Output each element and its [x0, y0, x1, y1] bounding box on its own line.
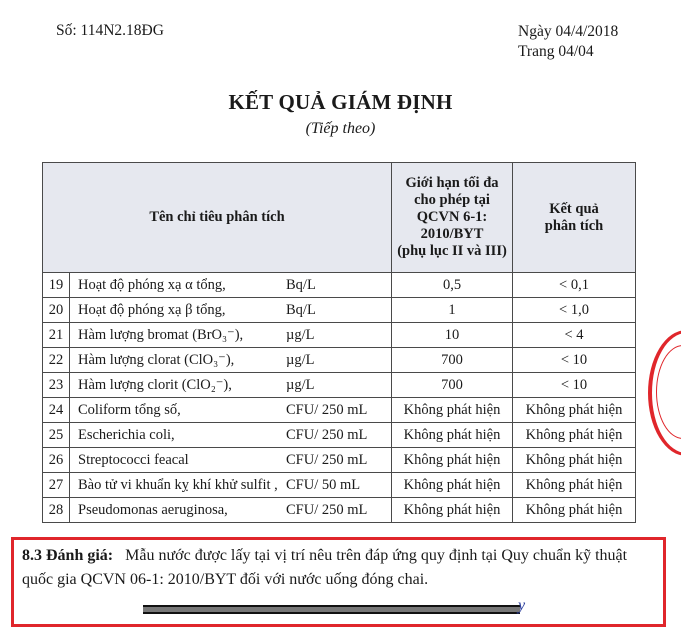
row-name: Hàm lượng clorat (ClO₃⁻),	[70, 348, 287, 373]
row-limit: 700	[392, 373, 513, 398]
initial-signature: y	[518, 597, 526, 614]
table-header-row	[43, 163, 636, 273]
row-name: Hoạt độ phóng xạ α tổng,	[70, 273, 287, 298]
row-limit: Không phát hiện	[392, 423, 513, 448]
page-title: KẾT QUẢ GIÁM ĐỊNH	[228, 90, 453, 114]
row-result: Không phát hiện	[513, 423, 636, 448]
date-block	[518, 22, 618, 62]
table-row	[43, 398, 636, 423]
row-name: Hàm lượng bromat (BrO₃⁻),	[70, 323, 287, 348]
column-header-result: Kết quả phân tích	[513, 163, 636, 273]
row-result: < 10	[513, 373, 636, 398]
page-number: Trang 04/04	[518, 43, 594, 60]
row-limit: Không phát hiện	[392, 398, 513, 423]
table-row	[43, 473, 636, 498]
column-header-limit: Giới hạn tối đa cho phép tại QCVN 6-1: 2010/BYT (phụ lục II và III)	[392, 163, 513, 273]
table-row	[43, 448, 636, 473]
row-name: Hoạt độ phóng xạ β tổng,	[70, 298, 287, 323]
row-number: 25	[43, 423, 70, 448]
evaluation-text: Mẫu nước được lấy tại vị trí nêu trên đáp ứng quy định tại Quy chuẩn kỹ thuật quốc gia QCVN 06-1: 2010/BYT đối với nước uống đóng chai.	[22, 547, 628, 588]
row-limit: 1	[392, 298, 513, 323]
row-unit: CFU/ 50 mL	[286, 473, 392, 498]
row-result: Không phát hiện	[513, 398, 636, 423]
table-row	[43, 323, 636, 348]
row-result: < 0,1	[513, 273, 636, 298]
row-result: < 1,0	[513, 298, 636, 323]
page-subtitle: (Tiếp theo)	[305, 120, 376, 137]
document-date: Ngày 04/4/2018	[518, 23, 619, 40]
row-unit: Bq/L	[286, 298, 392, 323]
end-of-document-rule	[143, 605, 520, 614]
row-limit: Không phát hiện	[392, 498, 513, 523]
row-unit: µg/L	[286, 373, 392, 398]
row-unit: CFU/ 250 mL	[286, 448, 392, 473]
row-unit: µg/L	[286, 348, 392, 373]
column-header-name: Tên chỉ tiêu phân tích	[43, 163, 392, 273]
row-number: 26	[43, 448, 70, 473]
row-limit: Không phát hiện	[392, 473, 513, 498]
row-name: Hàm lượng clorit (ClO₂⁻),	[70, 373, 287, 398]
row-unit: CFU/ 250 mL	[286, 498, 392, 523]
row-limit: 700	[392, 348, 513, 373]
table-row	[43, 423, 636, 448]
table-row	[43, 298, 636, 323]
evaluation-label: 8.3 Đánh giá:	[22, 547, 114, 564]
row-name: Pseudomonas aeruginosa,	[70, 498, 287, 523]
row-name: Coliform tổng số,	[70, 398, 287, 423]
row-limit: 10	[392, 323, 513, 348]
row-number: 28	[43, 498, 70, 523]
row-number: 22	[43, 348, 70, 373]
row-result: Không phát hiện	[513, 473, 636, 498]
table-row	[43, 373, 636, 398]
row-unit: CFU/ 250 mL	[286, 423, 392, 448]
row-limit: Không phát hiện	[392, 448, 513, 473]
row-unit: µg/L	[286, 323, 392, 348]
row-number: 24	[43, 398, 70, 423]
row-number: 20	[43, 298, 70, 323]
row-result: < 10	[513, 348, 636, 373]
row-number: 19	[43, 273, 70, 298]
row-number: 27	[43, 473, 70, 498]
row-limit: 0,5	[392, 273, 513, 298]
row-name: Bào tử vi khuẩn kỵ khí khử sulfit ,	[70, 473, 287, 498]
row-result: Không phát hiện	[513, 498, 636, 523]
row-number: 21	[43, 323, 70, 348]
evaluation-paragraph	[22, 544, 662, 592]
row-unit: Bq/L	[286, 273, 392, 298]
row-result: < 4	[513, 323, 636, 348]
row-number: 23	[43, 373, 70, 398]
row-name: Escherichia coli,	[70, 423, 287, 448]
table-row	[43, 498, 636, 523]
results-table	[42, 162, 636, 523]
document-number: Số: 114N2.18ĐG	[56, 22, 164, 39]
table-row	[43, 348, 636, 373]
row-result: Không phát hiện	[513, 448, 636, 473]
row-unit: CFU/ 250 mL	[286, 398, 392, 423]
table-row	[43, 273, 636, 298]
row-name: Streptococci feacal	[70, 448, 287, 473]
